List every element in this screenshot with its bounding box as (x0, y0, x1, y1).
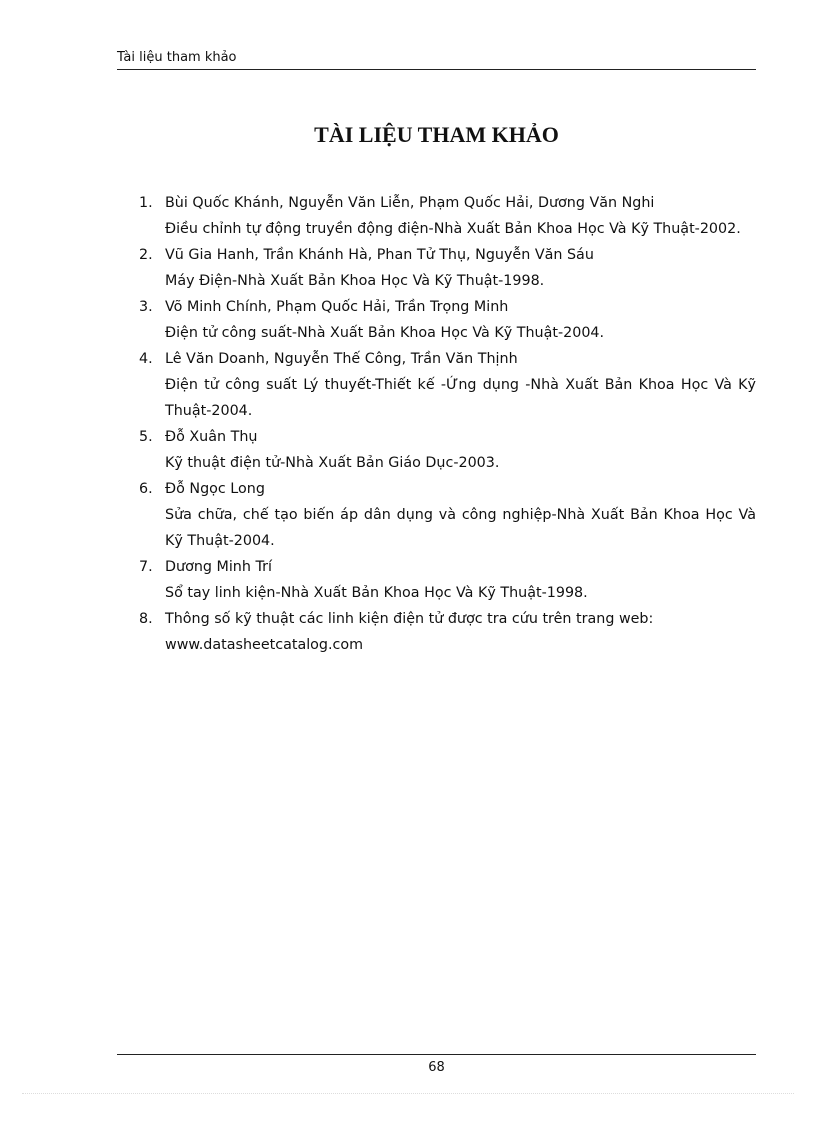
reference-item (117, 242, 756, 294)
reference-authors: Đỗ Ngọc Long (165, 481, 265, 497)
reference-url: www.datasheetcatalog.com (165, 637, 364, 653)
reference-number: 3. (139, 299, 153, 315)
reference-list (117, 190, 756, 658)
reference-work: Điều chỉnh tự động truyền động điện-Nhà Xuất Bản Khoa Học Và Kỹ Thuật-2002. (165, 221, 741, 237)
reference-work: Điện tử công suất Lý thuyết-Thiết kế -Ứng dụng -Nhà Xuất Bản Khoa Học Và Kỹ Thuật-2004. (165, 377, 756, 419)
reference-work: Kỹ thuật điện tử-Nhà Xuất Bản Giáo Dục-2003. (165, 455, 500, 471)
reference-number: 5. (139, 429, 153, 445)
reference-authors: Dương Minh Trí (165, 559, 272, 575)
reference-authors: Bùi Quốc Khánh, Nguyễn Văn Liễn, Phạm Quốc Hải, Dương Văn Nghi (165, 195, 655, 211)
page-footer (117, 1054, 756, 1077)
reference-number: 4. (139, 351, 153, 367)
page-title: TÀI LIỆU THAM KHẢO (314, 122, 559, 147)
reference-authors: Vũ Gia Hanh, Trần Khánh Hà, Phan Tử Thụ, Nguyễn Văn Sáu (165, 247, 594, 263)
page-number: 68 (428, 1060, 445, 1075)
reference-work: Điện tử công suất-Nhà Xuất Bản Khoa Học Và Kỹ Thuật-2004. (165, 325, 605, 341)
reference-authors: Đỗ Xuân Thụ (165, 429, 258, 445)
reference-item (117, 424, 756, 476)
reference-work: Sửa chữa, chế tạo biến áp dân dụng và công nghiệp-Nhà Xuất Bản Khoa Học Và Kỹ Thuật-2004. (165, 507, 756, 549)
reference-authors: Võ Minh Chính, Phạm Quốc Hải, Trần Trọng Minh (165, 299, 509, 315)
running-header: Tài liệu tham khảo (117, 50, 237, 65)
reference-number: 1. (139, 195, 153, 211)
reference-number: 6. (139, 481, 153, 497)
reference-item (117, 346, 756, 424)
reference-authors: Lê Văn Doanh, Nguyễn Thế Công, Trần Văn Thịnh (165, 351, 518, 367)
reference-item (117, 294, 756, 346)
page-header (117, 50, 756, 70)
reference-item (117, 606, 756, 658)
reference-number: 8. (139, 611, 153, 627)
reference-number: 2. (139, 247, 153, 263)
page-edge-divider (22, 1093, 794, 1094)
reference-item (117, 190, 756, 242)
reference-work: Sổ tay linh kiện-Nhà Xuất Bản Khoa Học Và Kỹ Thuật-1998. (165, 585, 588, 601)
reference-description: Thông số kỹ thuật các linh kiện điện tử được tra cứu trên trang web: (165, 611, 654, 627)
reference-item (117, 476, 756, 554)
reference-work: Máy Điện-Nhà Xuất Bản Khoa Học Và Kỹ Thuật-1998. (165, 273, 545, 289)
reference-item (117, 554, 756, 606)
reference-number: 7. (139, 559, 153, 575)
